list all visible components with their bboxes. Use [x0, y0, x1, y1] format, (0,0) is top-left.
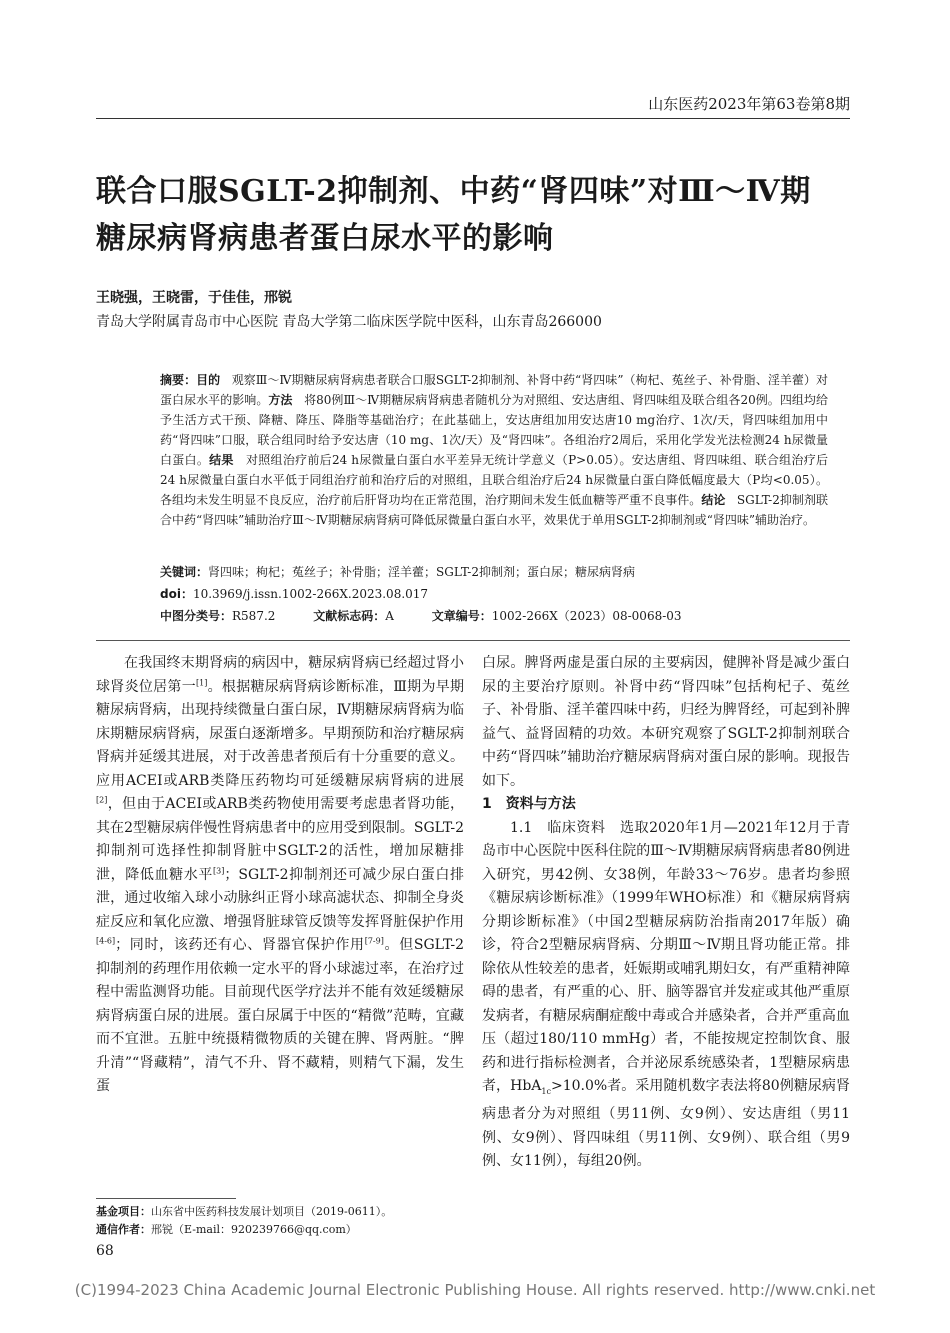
fund-text: 山东省中医药科技发展计划项目（2019-0611）。: [151, 1205, 393, 1218]
doi-line: [160, 585, 428, 602]
corr-text: 邢锐（E-mail：920239766@qq.com）: [151, 1223, 357, 1236]
results-label: 结果: [209, 453, 234, 467]
intro-text-3: ，但由于ACEI或ARB类药物使用需要考虑患者肾功能，其在2型糖尿病伴慢性肾病患者中的应用受到限制。SGLT-2抑制剂可选择性抑制肾脏中SGLT-2的活性，增加尿糖排泄，降低血糖水平: [96, 796, 464, 883]
body-column-right: [482, 652, 850, 1174]
copyright-watermark: (C)1994-2023 China Academic Journal Electronic Publishing House. All rights reserved. http://www.cnki.net: [74, 1281, 876, 1299]
body-column-left: [96, 652, 464, 1099]
abstract-conclusion: SGLT-2抑制剂联合中药“肾四味”辅助治疗Ⅲ～Ⅳ期糖尿病肾病可降低尿微量白蛋白水平，效果优于单用SGLT-2抑制剂或“肾四味”辅助治疗。: [160, 493, 828, 527]
abstract-purpose: 观察Ⅲ～Ⅳ期糖尿病肾病患者联合口服SGLT-2抑制剂、补肾中药“肾四味”（枸杞、菟丝子、补骨脂、淫羊藿）对蛋白尿水平的影响。: [160, 373, 828, 407]
header-rule: [96, 118, 850, 119]
keywords-label: 关键词：: [160, 565, 209, 579]
article-no-label: 文章编号：: [431, 609, 492, 623]
journal-issue-header: 山东医药2023年第63卷第8期: [648, 95, 850, 113]
abstract-methods: 将80例Ⅲ～Ⅳ期糖尿病肾病患者随机分为对照组、安达唐组、肾四味组及联合组各20例。四组均给予生活方式干预、降糖、降压、降脂等基础治疗；在此基础上，安达唐组加用安达唐10 mg治疗、1次/天，肾四味组加用中药“肾四味”口服，联合组同时给予安达唐（10 mg、1次/天）及“肾四味”。各组治疗2周后，采用化学发光法检测24 h尿微量白蛋白。: [160, 393, 828, 467]
conclusion-label: 结论: [701, 493, 726, 507]
author-list: 王晓强，王晓雷，于佳佳，邢锐: [96, 290, 292, 306]
classification-line: [160, 607, 682, 624]
abstract-divider: [96, 640, 850, 641]
intro-text-2: 。根据糖尿病肾病诊断标准，Ⅲ期为早期糖尿病肾病，出现持续微量白蛋白尿，Ⅳ期糖尿病肾病为临床期糖尿病肾病，尿蛋白逐渐增多。早期预防和治疗糖尿病肾病并延缓其进展，对于改善患者预后有十分重要的意义。应用ACEI或ARB类降压药物均可延缓糖尿病肾病的进展: [96, 678, 465, 789]
section-heading-1: 1 资料与方法: [482, 796, 576, 812]
abstract: [160, 370, 828, 530]
clc-value: R587.2: [232, 609, 276, 623]
keywords-line: [160, 563, 635, 580]
subscript: 1c: [541, 1086, 551, 1096]
intro-paragraph: [96, 652, 464, 1099]
title-line-2: 糖尿病肾病患者蛋白尿水平的影响: [96, 221, 554, 256]
citation: [2]: [96, 795, 108, 805]
footnote-rule: [96, 1198, 236, 1199]
intro-text-5: ；同时，该药还有心、肾器官保护作用: [115, 937, 365, 953]
intro-text-4: ；SGLT-2抑制剂还可减少尿白蛋白排泄，通过收缩入球小动脉纠正肾小球高滤状态、抑制全身炎症反应和氧化应激、增强肾脏球管反馈等发挥肾脏保护作用: [96, 866, 465, 930]
clinical-text-1: 1.1 临床资料 选取2020年1月—2021年12月于青岛市中心医院中医科住院的Ⅲ～Ⅳ期糖尿病肾病患者80例进入研究，男42例、女38例，年龄33～76岁。患者均参照《糖尿病诊断标准》（1999年WHO标准）和《糖尿病肾病分期诊断标准》（中国2型糖尿病防治指南2017年版）确诊，符合2型糖尿病肾病、分期Ⅲ～Ⅳ期且肾功能正常。排除依从性较差的患者，妊娠期或哺乳期妇女，有严重精神障碍的患者，有严重的心、肝、脑等器官并发症或其他严重原发病者，有糖尿病酮症酸中毒或合并感染者，合并严重高血压（超过180/110 mmHg）者，不能按规定控制饮食、服药和进行指标检测者，合并泌尿系统感染者，1型糖尿病患者，HbA: [482, 819, 850, 1094]
citation: [4-6]: [96, 936, 116, 946]
article-no-value: 1002-266X（2023）08-0068-03: [491, 609, 682, 623]
intro-text-1: 在我国终末期肾病的病因中，糖尿病肾病已经超过肾小球肾炎位居第一: [96, 655, 464, 695]
doi-link[interactable]: 10.3969/j.issn.1002-266X.2023.08.017: [192, 587, 429, 601]
clinical-data-paragraph: [482, 817, 850, 1174]
clinical-text-2: >10.0%者。采用随机数字表法将80例糖尿病肾病患者分为对照组（男11例、女9例）、安达唐组（男11例、女9例）、肾四味组（男11例、女9例）、联合组（男9例、女11例），每组20例。: [482, 1078, 850, 1170]
citation: [1]: [196, 677, 208, 687]
abstract-label: 摘要：目的: [160, 373, 221, 387]
clc-label: 中图分类号：: [160, 609, 233, 623]
citation: [3]: [213, 865, 225, 875]
doc-code-value: A: [385, 609, 394, 623]
title-line-1: 联合口服SGLT-2抑制剂、中药“肾四味”对Ⅲ～Ⅳ期: [96, 174, 811, 209]
intro-continuation: 白尿。脾肾两虚是蛋白尿的主要病因，健脾补肾是减少蛋白尿的主要治疗原则。补肾中药“肾四味”包括枸杞子、菟丝子、补骨脂、淫羊藿四味中药，归经为脾肾经，可起到补脾益气、益肾固精的功效。本研究观察了SGLT-2抑制剂联合中药“肾四味”辅助治疗糖尿病肾病对蛋白尿的影响。现报告如下。: [482, 655, 850, 789]
corresponding-footnote: [96, 1221, 357, 1237]
funding-footnote: [96, 1203, 392, 1219]
corr-label: 通信作者：: [96, 1223, 151, 1236]
page-number: 68: [96, 1243, 114, 1259]
fund-label: 基金项目：: [96, 1205, 151, 1218]
affiliation: 青岛大学附属青岛市中心医院 青岛大学第二临床医学院中医科，山东青岛266000: [96, 314, 602, 330]
keywords: 肾四味；枸杞；菟丝子；补骨脂；淫羊藿；SGLT-2抑制剂；蛋白尿；糖尿病肾病: [208, 565, 635, 579]
methods-label: 方法: [268, 393, 293, 407]
citation: [7-9]: [364, 936, 384, 946]
intro-text-6: 。但SGLT-2抑制剂的药理作用依赖一定水平的肾小球滤过率，在治疗过程中需监测肾功能。目前现代医学疗法并不能有效延缓糖尿病肾病蛋白尿的进展。蛋白尿属于中医的“精微”范畴，宜藏而不宜泄。五脏中统摄精微物质的关键在脾、肾两脏。“脾升清”“肾藏精”，清气不升、肾不藏精，则精气下漏，发生蛋: [96, 937, 464, 1094]
doc-code-label: 文献标志码：: [313, 609, 386, 623]
abstract-results: 对照组治疗前后24 h尿微量白蛋白水平差异无统计学意义（P>0.05）。安达唐组、肾四味组、联合组治疗后24 h尿微量白蛋白水平低于同组治疗前和治疗后的对照组，且联合组治疗后24 h尿微量白蛋白降低幅度最大（P均<0.05）。各组均未发生明显不良反应，治疗前后肝肾功均在正常范围，治疗期间未发生低血糖等严重不良事件。: [160, 453, 828, 507]
article-title: [96, 168, 856, 262]
doi-label: doi：: [160, 587, 193, 601]
